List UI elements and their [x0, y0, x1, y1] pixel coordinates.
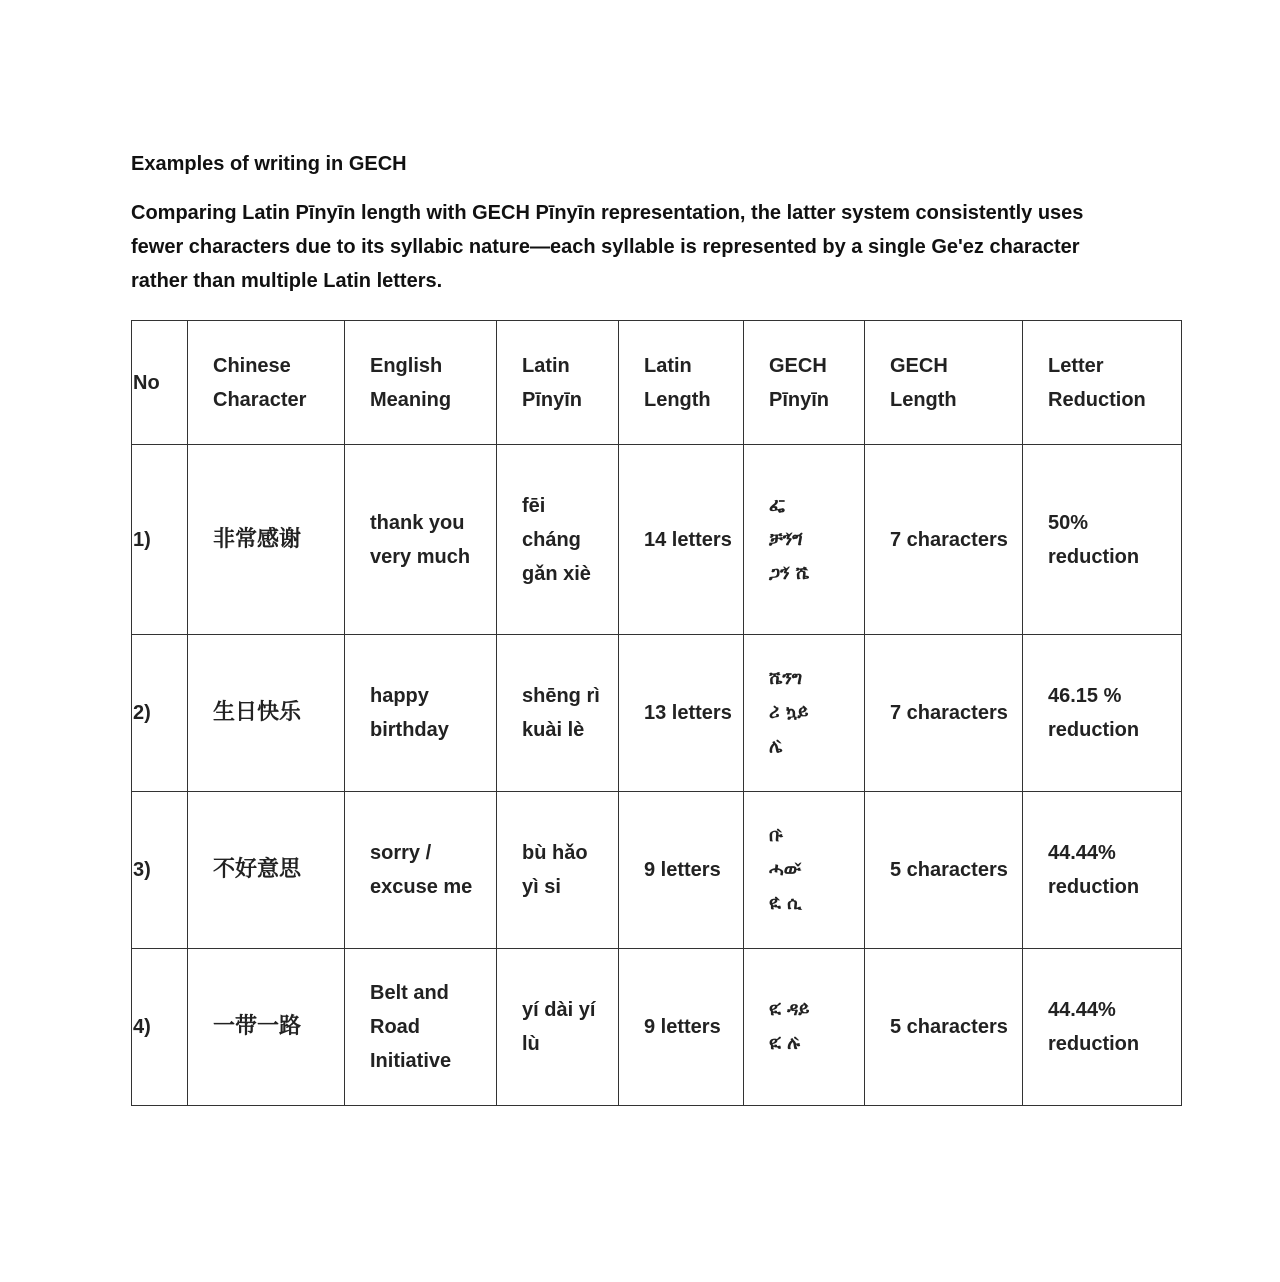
gech-pinyin-line: ዪ̀ ሲ [769, 893, 802, 914]
cell-letter-reduction: 44.44% reduction [1023, 792, 1182, 949]
gech-comparison-table [131, 320, 1182, 1106]
cell-gech-pinyin [744, 949, 865, 1106]
gech-pinyin-line: ቻን̌ግ́ [769, 528, 803, 550]
cell-gech-length: 7 characters [865, 445, 1023, 635]
cell-latin-pinyin: shēng rì kuài lè [497, 635, 619, 792]
gech-pinyin-line: ቡ̀ [769, 825, 783, 846]
table-row [132, 445, 1182, 635]
header-letter-reduction: Letter Reduction [1023, 321, 1182, 445]
cell-latin-length: 14 letters [619, 445, 744, 635]
cell-gech-length: 7 characters [865, 635, 1023, 792]
cell-letter-reduction: 50% reduction [1023, 445, 1182, 635]
cell-latin-length: 9 letters [619, 792, 744, 949]
cell-latin-pinyin: fēi cháng gǎn xiè [497, 445, 619, 635]
cell-latin-pinyin: bù hǎo yì si [497, 792, 619, 949]
document-title: Examples of writing in GECH [131, 153, 407, 175]
cell-gech-pinyin [744, 635, 865, 792]
cell-letter-reduction: 46.15 % reduction [1023, 635, 1182, 792]
header-latin-length: Latin Length [619, 321, 744, 445]
header-gech-length: GECH Length [865, 321, 1023, 445]
cell-gech-pinyin [744, 792, 865, 949]
gech-pinyin-line: ሓው̌ [769, 859, 801, 880]
header-latin-pinyin: Latin Pīnyīn [497, 321, 619, 445]
header-english-meaning: English Meaning [345, 321, 497, 445]
cell-latin-pinyin: yí dài yí lù [497, 949, 619, 1106]
header-no: No [132, 321, 188, 445]
gech-pinyin-line: ዪ́ ዳይ̀ [769, 999, 810, 1020]
cell-no: 2) [132, 635, 188, 792]
cell-letter-reduction: 44.44% reduction [1023, 949, 1182, 1106]
gech-pinyin-line: ሪ̀ ኳይ̀ [769, 702, 809, 723]
cell-gech-length: 5 characters [865, 792, 1023, 949]
cell-latin-length: 9 letters [619, 949, 744, 1106]
cell-gech-length: 5 characters [865, 949, 1023, 1106]
cell-no: 4) [132, 949, 188, 1106]
gech-pinyin-line: ሼን̄ግ [769, 668, 803, 689]
cell-chinese-character: 不好意思 [188, 792, 345, 949]
document-intro-paragraph: Comparing Latin Pīnyīn length with GECH Pīnyīn representation, the latter system consistently uses fewer characters due to its syllabic nature—each syllable is represented by a single Ge'ez character rather than multiple Latin letters. [131, 202, 1084, 292]
cell-chinese-character: 非常感谢 [188, 445, 345, 635]
cell-english-meaning: sorry / excuse me [345, 792, 497, 949]
table-row [132, 792, 1182, 949]
gech-pinyin-line: ፌ̄ [769, 494, 785, 516]
gech-pinyin-line: ጋን̌ ሼ̀ [769, 562, 810, 584]
gech-pinyin-line: ዪ́ ሉ̀ [769, 1033, 800, 1054]
cell-no: 1) [132, 445, 188, 635]
table-header-row [132, 321, 1182, 445]
cell-chinese-character: 一带一路 [188, 949, 345, 1106]
cell-english-meaning: thank you very much [345, 445, 497, 635]
header-chinese-character: Chinese Character [188, 321, 345, 445]
cell-no: 3) [132, 792, 188, 949]
cell-latin-length: 13 letters [619, 635, 744, 792]
cell-gech-pinyin [744, 445, 865, 635]
table-row [132, 949, 1182, 1106]
gech-pinyin-line: ሌ̀ [769, 736, 783, 757]
header-gech-pinyin: GECH Pīnyīn [744, 321, 865, 445]
cell-english-meaning: happy birthday [345, 635, 497, 792]
cell-english-meaning: Belt and Road Initiative [345, 949, 497, 1106]
cell-chinese-character: 生日快乐 [188, 635, 345, 792]
document-page [131, 150, 1181, 1106]
table-row [132, 635, 1182, 792]
